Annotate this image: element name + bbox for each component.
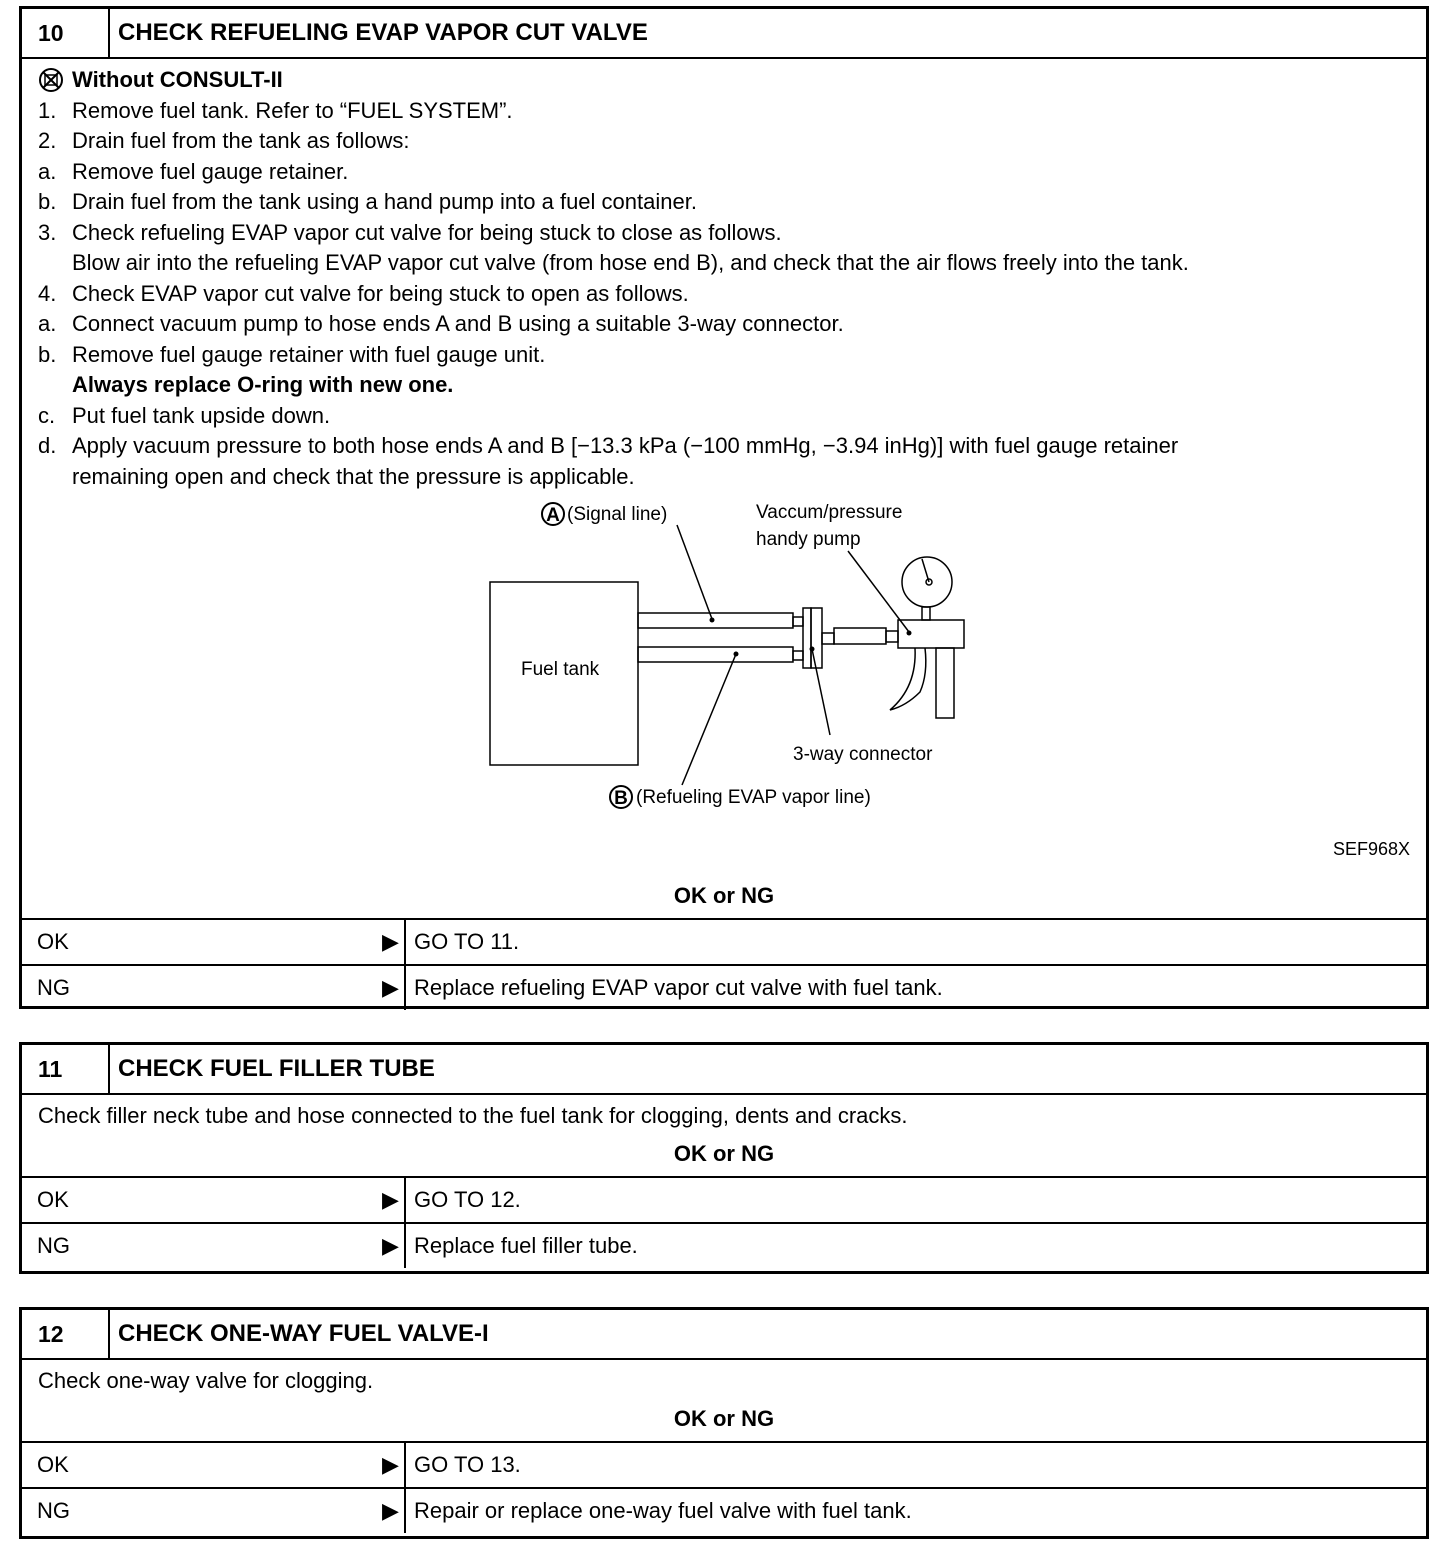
ng-row [22,1222,1426,1268]
label-vapor-line: (Refueling EVAP vapor line) [636,787,871,808]
instruction-text: Check one-way valve for clogging. [38,1368,374,1393]
step-marker: b. [38,189,57,214]
arrow-right-icon: ▶ [382,1232,399,1258]
ng-label: NG [37,975,70,1000]
step-10-panel [19,6,1429,1009]
instruction-text: Apply vacuum pressure to both hose ends A and B [−13.3 kPa (−100 mmHg, −3.94 inHg)] with fuel gauge retainer [72,433,1179,458]
instruction-text: Remove fuel gauge retainer with fuel gauge unit. [72,341,546,367]
step-number: 12 [22,1310,110,1358]
instruction-line [38,340,1410,371]
ok-label: OK [37,929,69,954]
arrow-right-icon: ▶ [382,1451,399,1477]
step-marker: 2. [38,128,57,153]
instruction-text: Blow air into the refueling EVAP vapor cut valve (from hose end B), and check that the air flows freely into the tank. [72,250,1189,275]
signal-line-hose [638,613,793,628]
ng-row [22,964,1426,1010]
instruction-list [38,96,1410,493]
step-marker: c. [38,402,56,428]
diagram-figure [38,492,1410,874]
instruction-line [38,431,1410,462]
instruction-text: Always replace O-ring with new one. [72,372,454,397]
instruction-line [38,218,1410,249]
ok-row [22,1441,1426,1487]
ok-row [22,918,1426,964]
ng-action: Replace fuel filler tube. [404,1224,1426,1268]
ok-ng-label: OK or NG [673,883,775,908]
label-b-letter: B [614,788,628,809]
no-consult-icon [38,67,64,93]
step-header [22,9,1426,59]
pump-gauge-shape [902,557,952,607]
instruction-line [38,126,1410,157]
step-header [22,1310,1426,1360]
ok-label: OK [37,1186,69,1212]
step-12-panel [19,1307,1429,1539]
evap-diagram [22,492,1396,874]
step-marker: 3. [38,219,57,245]
instruction-line [38,370,1410,401]
label-a-letter: A [546,505,560,526]
instruction-text: Put fuel tank upside down. [72,402,331,428]
instruction-line [38,248,1410,279]
instruction-text: Check refueling EVAP vapor cut valve for being stuck to close as follows. [72,219,782,245]
instruction-line [38,462,1410,493]
three-way-connector-shape [811,608,822,668]
step-header [22,1045,1426,1095]
vapor-line-hose [638,647,793,662]
label-fuel-tank: Fuel tank [521,659,600,680]
ok-label: OK [37,1451,69,1477]
instruction-text: Check filler neck tube and hose connected to the fuel tank for clogging, dents and cracks. [38,1103,908,1128]
instruction-line [38,401,1410,432]
step-marker: 1. [38,97,57,123]
step-body [22,59,1426,874]
step-body [22,1095,1426,1132]
step-marker: 4. [38,280,57,306]
consult-mode-label: Without CONSULT-II [38,65,1410,96]
label-pump-line1: Vaccum/pressure [756,502,903,523]
ok-row [22,1176,1426,1222]
instruction-text: remaining open and check that the pressure is applicable. [72,463,635,489]
ok-ng-label: OK or NG [673,1405,775,1431]
step-body [22,1360,1426,1397]
instruction-text: Connect vacuum pump to hose ends A and B using a suitable 3-way connector. [72,311,844,336]
step-marker [38,370,72,401]
arrow-right-icon: ▶ [382,1497,399,1523]
instruction-text: Remove fuel tank. Refer to “FUEL SYSTEM”. [72,97,513,123]
ok-action: GO TO 13. [404,1443,1426,1487]
arrow-right-icon: ▶ [382,929,399,954]
ok-action: GO TO 12. [404,1178,1426,1222]
step-marker: a. [38,311,57,336]
step-marker: d. [38,433,57,458]
ng-action: Repair or replace one-way fuel valve with fuel tank. [404,1489,1426,1533]
ng-label: NG [37,1497,70,1523]
ok-ng-label: OK or NG [673,1140,775,1166]
ok-action: GO TO 11. [404,920,1426,964]
step-marker [38,248,72,279]
step-title: CHECK FUEL FILLER TUBE [118,1055,435,1082]
step-title: CHECK REFUELING EVAP VAPOR CUT VALVE [118,19,648,46]
step-number: 10 [22,9,110,57]
instruction-text: Drain fuel from the tank as follows: [72,128,410,153]
label-pump-line2: handy pump [756,529,861,550]
step-marker: b. [38,341,57,367]
figure-id: SEF968X [1332,838,1410,859]
instruction-line [38,157,1410,188]
instruction-text: Remove fuel gauge retainer. [72,158,349,184]
instruction-line [38,279,1410,310]
arrow-right-icon: ▶ [382,975,399,1000]
label-three-way-connector: 3-way connector [793,744,933,765]
instruction-text: Check EVAP vapor cut valve for being stuck to open as follows. [72,280,689,306]
arrow-right-icon: ▶ [382,1186,399,1212]
instruction-line [38,309,1410,340]
step-marker: a. [38,158,57,184]
label-signal-line: (Signal line) [567,504,668,525]
step-11-panel [19,1042,1429,1274]
ng-label: NG [37,1232,70,1258]
instruction-text: Drain fuel from the tank using a hand pump into a fuel container. [72,189,697,214]
instruction-line [38,96,1410,127]
instruction-line [38,187,1410,218]
ng-row [22,1487,1426,1533]
ng-action: Replace refueling EVAP vapor cut valve with fuel tank. [404,966,1426,1010]
step-title: CHECK ONE-WAY FUEL VALVE-I [118,1320,489,1347]
step-number: 11 [22,1045,110,1093]
step-marker [38,462,72,493]
